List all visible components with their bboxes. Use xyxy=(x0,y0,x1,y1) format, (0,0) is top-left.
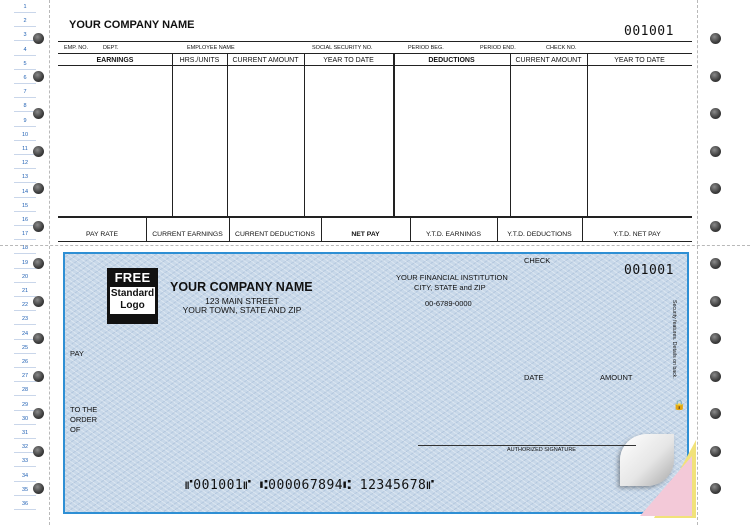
row-number: 32 xyxy=(21,444,29,451)
bank-name: YOUR FINANCIAL INSTITUTION xyxy=(396,273,508,282)
standard-logo xyxy=(107,268,158,324)
check-number: 001001 xyxy=(624,263,674,278)
feed-hole xyxy=(33,71,44,82)
feed-hole xyxy=(710,408,721,419)
row-number: 28 xyxy=(21,387,29,394)
row-number: 13 xyxy=(21,174,29,181)
row-tick xyxy=(14,495,36,496)
row-number: 35 xyxy=(21,486,29,493)
row-number: 25 xyxy=(21,344,29,351)
stub-check-perforation xyxy=(0,245,750,246)
row-number: 31 xyxy=(21,430,29,436)
logo-standard-text xyxy=(110,287,155,314)
col-year-to-date: YEAR TO DATE xyxy=(323,57,374,64)
row-number: 12 xyxy=(21,160,29,167)
left-tractor-strip xyxy=(0,0,50,525)
micr-line: ⑈001001⑈ ⑆000067894⑆ 12345678⑈ xyxy=(185,478,435,493)
row-tick xyxy=(14,438,36,439)
row-number: 17 xyxy=(21,231,29,238)
feed-hole xyxy=(33,183,44,194)
feed-hole xyxy=(33,221,44,232)
row-tick xyxy=(14,466,36,467)
col-current-amount: CURRENT AMOUNT xyxy=(232,57,299,64)
stub-col-divider xyxy=(227,53,228,216)
feed-hole xyxy=(33,33,44,44)
to-the-label: TO THE xyxy=(70,405,98,414)
row-number: 20 xyxy=(21,273,29,280)
stub-col-divider xyxy=(172,53,173,216)
date-label: DATE xyxy=(524,373,544,382)
col-deduction-current-amount: CURRENT AMOUNT xyxy=(515,57,582,64)
of-label: OF xyxy=(70,425,81,434)
row-number: 11 xyxy=(22,146,28,152)
order-label: ORDER xyxy=(70,415,98,424)
feed-hole xyxy=(710,333,721,344)
feed-hole xyxy=(33,371,44,382)
logo-line-1: Standard xyxy=(110,288,155,299)
check-address-line-2: YOUR TOWN, STATE AND ZIP xyxy=(182,305,302,315)
footer-ytd-deductions: Y.T.D. DEDUCTIONS xyxy=(507,231,572,238)
row-tick xyxy=(14,395,36,396)
stub-header-rule xyxy=(58,53,692,54)
left-perforation xyxy=(49,0,50,525)
row-tick xyxy=(14,182,36,183)
row-tick xyxy=(14,353,36,354)
signature-line xyxy=(418,445,636,446)
row-tick xyxy=(14,126,36,127)
row-tick xyxy=(14,253,36,254)
row-tick xyxy=(14,26,36,27)
footer-current-deductions: CURRENT DEDUCTIONS xyxy=(235,231,315,238)
feed-hole xyxy=(710,446,721,457)
row-number: 6 xyxy=(23,75,27,81)
row-number: 10 xyxy=(21,131,29,138)
row-tick xyxy=(14,509,36,510)
col-deduction-year-to-date: YEAR TO DATE xyxy=(614,57,665,64)
feed-hole xyxy=(710,296,721,307)
row-number: 30 xyxy=(21,415,29,422)
row-number: 14 xyxy=(21,188,29,195)
stub-bottom-rule xyxy=(58,241,692,242)
row-number: 29 xyxy=(21,401,29,408)
footer-net-pay: NET PAY xyxy=(351,231,380,238)
row-number: 3 xyxy=(23,32,27,39)
check-address-line-1: 123 MAIN STREET xyxy=(205,296,279,306)
feed-hole xyxy=(710,108,721,119)
feed-hole xyxy=(33,446,44,457)
feed-hole xyxy=(33,296,44,307)
row-tick xyxy=(14,268,36,269)
row-tick xyxy=(14,12,36,13)
row-tick xyxy=(14,97,36,98)
feed-hole xyxy=(710,183,721,194)
stub-col-divider xyxy=(510,53,511,216)
row-number: 1 xyxy=(23,4,27,10)
header-employee-name: EMPLOYEE NAME xyxy=(187,45,235,51)
footer-ytd-net-pay: Y.T.D. NET PAY xyxy=(613,231,661,238)
row-number: 21 xyxy=(21,288,29,294)
row-tick xyxy=(14,140,36,141)
row-tick xyxy=(14,424,36,425)
right-perforation xyxy=(697,0,698,525)
stub-column-rule xyxy=(58,65,692,66)
row-tick xyxy=(14,324,36,325)
feed-hole xyxy=(710,258,721,269)
feed-hole xyxy=(33,483,44,494)
header-check-no: CHECK NO. xyxy=(546,45,577,51)
stub-top-rule xyxy=(58,41,692,42)
footer-ytd-earnings: Y.T.D. EARNINGS xyxy=(425,231,482,238)
right-tractor-strip xyxy=(697,0,750,525)
feed-hole xyxy=(710,221,721,232)
row-number: 19 xyxy=(21,259,29,266)
row-number: 23 xyxy=(21,316,29,323)
stub-col-divider xyxy=(304,53,305,216)
row-number: 2 xyxy=(23,18,27,25)
row-number: 9 xyxy=(23,117,27,124)
row-tick xyxy=(14,211,36,212)
row-number: 27 xyxy=(21,373,29,380)
stub-col-divider xyxy=(393,53,395,216)
row-number: 22 xyxy=(21,302,29,309)
header-ssn: SOCIAL SECURITY NO. xyxy=(312,45,373,51)
row-tick xyxy=(14,481,36,482)
security-features-note: Security features. Details on back. xyxy=(671,300,677,379)
footer-current-earnings: CURRENT EARNINGS xyxy=(152,231,223,238)
bank-city: CITY, STATE and ZIP xyxy=(414,283,486,292)
col-earnings: EARNINGS xyxy=(96,57,134,64)
row-number: 15 xyxy=(21,202,29,209)
row-tick xyxy=(14,367,36,368)
row-tick xyxy=(14,239,36,240)
feed-hole xyxy=(33,408,44,419)
col-deductions: DEDUCTIONS xyxy=(428,57,475,64)
row-number: 7 xyxy=(23,89,27,96)
row-number: 34 xyxy=(21,472,29,479)
check-company-name: YOUR COMPANY NAME xyxy=(170,280,313,294)
header-dept: DEPT. xyxy=(103,45,119,51)
row-tick xyxy=(14,282,36,283)
feed-hole xyxy=(710,146,721,157)
feed-hole xyxy=(33,333,44,344)
stub-company-name: YOUR COMPANY NAME xyxy=(69,19,195,31)
row-tick xyxy=(14,83,36,84)
row-number: 24 xyxy=(21,330,29,337)
header-period-end: PERIOD END. xyxy=(480,45,516,51)
feed-hole xyxy=(710,33,721,44)
feed-hole xyxy=(33,146,44,157)
stub-check-number: 001001 xyxy=(624,24,674,39)
row-number: 26 xyxy=(21,359,29,365)
row-tick xyxy=(14,310,36,311)
feed-hole xyxy=(710,483,721,494)
page-curl-corner xyxy=(620,434,674,486)
signature-label: AUTHORIZED SIGNATURE xyxy=(507,447,576,453)
row-tick xyxy=(14,55,36,56)
row-number: 18 xyxy=(21,245,29,252)
pay-label: PAY xyxy=(70,349,84,358)
row-tick xyxy=(14,197,36,198)
stub-totals-rule xyxy=(58,216,692,218)
row-tick xyxy=(14,69,36,70)
feed-hole xyxy=(33,258,44,269)
feed-hole xyxy=(710,71,721,82)
header-period-beg: PERIOD BEG. xyxy=(408,45,444,51)
amount-label: AMOUNT xyxy=(600,373,633,382)
check-label: CHECK xyxy=(524,256,551,265)
row-tick xyxy=(14,168,36,169)
row-number: 4 xyxy=(23,46,27,53)
feed-hole xyxy=(710,371,721,382)
header-emp-no: EMP. NO. xyxy=(64,45,89,51)
row-number: 36 xyxy=(21,501,29,507)
row-tick xyxy=(14,381,36,382)
row-tick xyxy=(14,296,36,297)
row-number: 33 xyxy=(21,458,29,465)
feed-hole xyxy=(33,108,44,119)
routing-fraction: 00-6789-0000 xyxy=(425,299,472,308)
row-number: 8 xyxy=(23,103,27,110)
padlock-icon: 🔒 xyxy=(673,400,686,411)
col-hrs-units: HRS./UNITS xyxy=(179,57,220,64)
row-number: 16 xyxy=(21,217,29,223)
logo-line-2: Logo xyxy=(120,300,145,311)
row-number: 5 xyxy=(23,60,27,67)
footer-pay-rate: PAY RATE xyxy=(86,231,118,238)
logo-free-text: FREE xyxy=(114,270,151,285)
stub-col-divider xyxy=(587,53,588,216)
